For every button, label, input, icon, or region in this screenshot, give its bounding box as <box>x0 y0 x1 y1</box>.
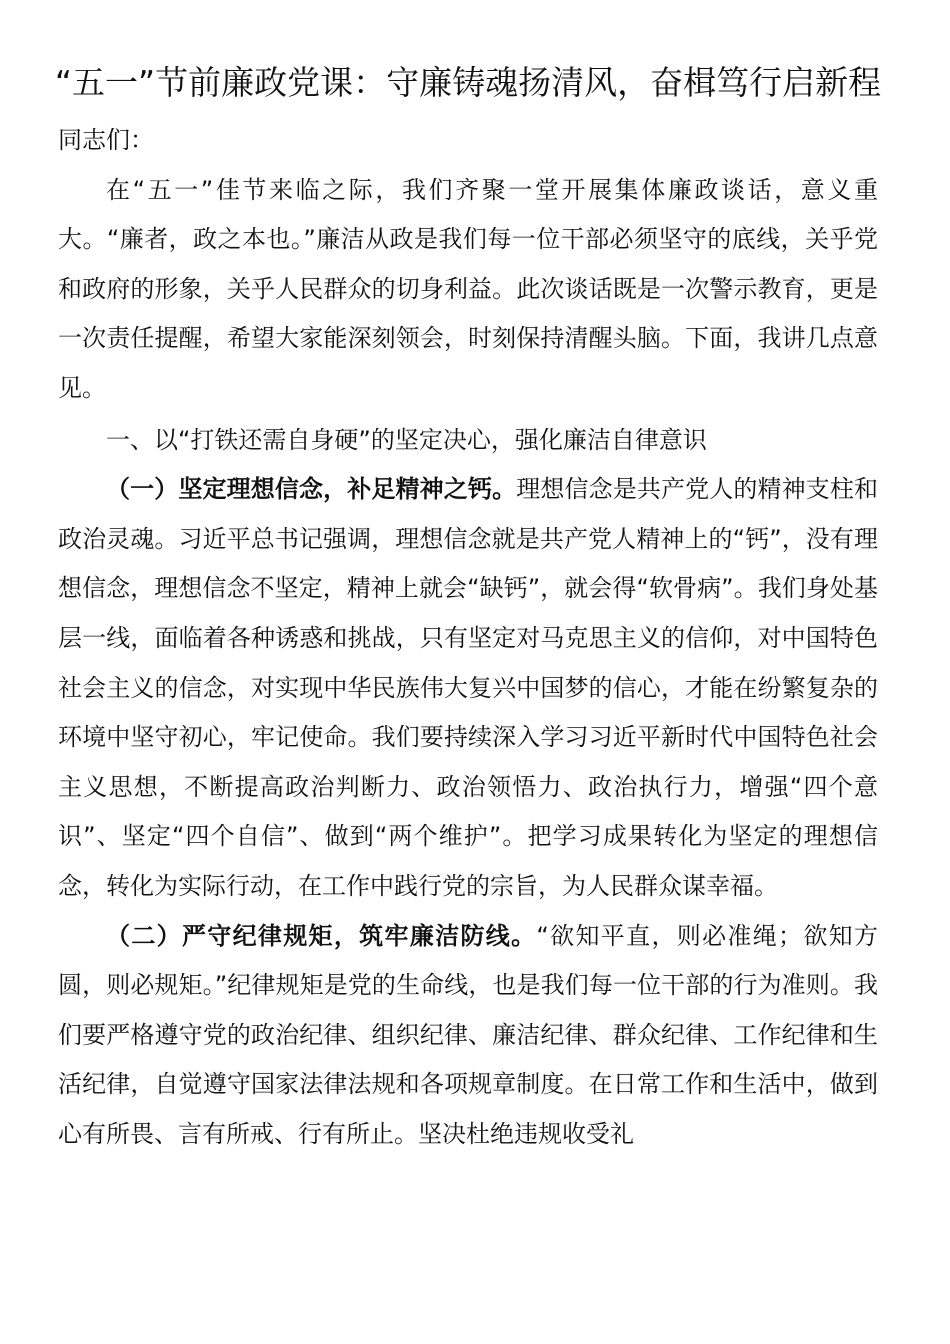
point-body-2: “欲知平直，则必准绳；欲知方圆，则必规矩。”纪律规矩是党的生命线，也是我们每一位干部的行为准则。我们要严格遵守党的政治纪律、组织纪律、廉洁纪律、群众纪律、工作纪律和生活纪律，自觉遵守国家法律法规和各项规章制度。在日常工作和生活中，做到心有所畏、言有所戒、行有所止。坚决杜绝违规收受礼 <box>58 921 878 1148</box>
salutation: 同志们： <box>58 126 154 154</box>
point-heading-1: （一）坚定理想信念，补足精神之钙。 <box>106 475 517 504</box>
point-paragraph-1 <box>58 465 878 911</box>
section-heading-1: 一、以“打铁还需自身硬”的坚定决心，强化廉洁自律意识 <box>106 425 707 454</box>
intro-paragraph: 在“五一”佳节来临之际，我们齐聚一堂开展集体廉政谈话，意义重大。“廉者，政之本也。”廉洁从政是我们每一位干部必须坚守的底线，关乎党和政府的形象，关乎人民群众的切身利益。此次谈话既是一次警示教育，更是一次责任提醒，希望大家能深刻领会，时刻保持清醒头脑。下面，我讲几点意见。 <box>58 175 878 402</box>
point-paragraph-2 <box>58 912 878 1160</box>
point-body-1: 理想信念是共产党人的精神支柱和政治灵魂。习近平总书记强调，理想信念就是共产党人精神上的“钙”，没有理想信念，理想信念不坚定，精神上就会“缺钙”，就会得“软骨病”。我们身处基层一线，面临着各种诱惑和挑战，只有坚定对马克思主义的信仰，对中国特色社会主义的信念，对实现中华民族伟大复兴中国梦的信心，才能在纷繁复杂的环境中坚守初心，牢记使命。我们要持续深入学习习近平新时代中国特色社会主义思想，不断提高政治判断力、政治领悟力、政治执行力，增强“四个意识”、坚定“四个自信”、做到“两个维护”。把学习成果转化为坚定的理想信念，转化为实际行动，在工作中践行党的宗旨，为人民群众谋幸福。 <box>58 475 879 900</box>
document-title: “五一”节前廉政党课：守廉铸魂扬清风，奋楫笃行启新程 <box>54 63 882 102</box>
point-heading-2: （二）严守纪律规矩，筑牢廉洁防线。 <box>106 921 537 950</box>
document-page <box>54 58 882 1159</box>
